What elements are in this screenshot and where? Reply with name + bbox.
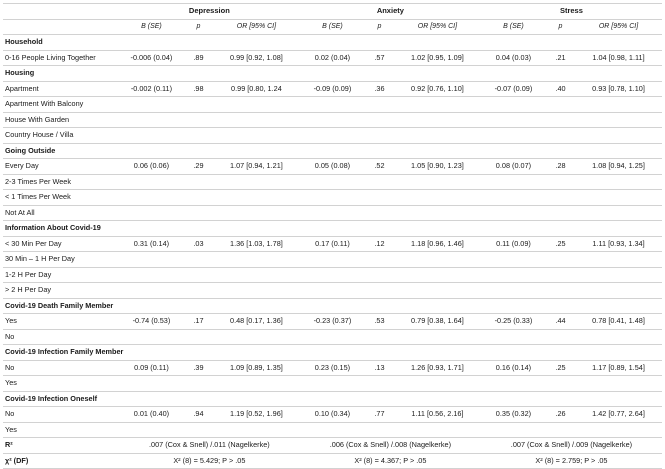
table-cell: 1.26 [0.93, 1.71]	[411, 362, 464, 372]
section-header-label: Going Outside	[5, 145, 56, 155]
table-cell: 1.02 [0.95, 1.09]	[411, 52, 464, 62]
summary-label: χ² (DF)	[5, 455, 29, 465]
table-cell	[575, 329, 662, 345]
table-cell	[213, 97, 300, 113]
table-cell	[394, 112, 481, 128]
table-cell: 0.09 (0.11)	[134, 362, 169, 372]
table-cell: .40	[555, 83, 566, 93]
row-label: Yes	[5, 424, 17, 434]
table-cell: .77	[374, 409, 385, 418]
table-cell	[300, 97, 365, 113]
group-header-depression: Depression	[188, 6, 230, 15]
group-header-anxiety: Anxiety	[376, 6, 404, 15]
subheader-b-se: B (SE)	[503, 22, 524, 30]
table-row	[3, 159, 662, 175]
table-cell: -0.23 (0.37)	[313, 316, 352, 325]
table-cell	[213, 283, 300, 299]
table-cell	[481, 128, 546, 144]
table-cell	[394, 190, 481, 206]
table-cell	[119, 283, 184, 299]
section-header-row	[3, 298, 662, 314]
section-header-row	[3, 345, 662, 361]
row-label: No	[5, 331, 15, 341]
table-cell: 0.78 [0.41, 1.48]	[592, 316, 645, 325]
table-row	[3, 174, 662, 190]
table-cell	[546, 112, 575, 128]
table-cell	[184, 329, 213, 345]
table-cell	[365, 422, 394, 438]
table-cell: .25	[555, 362, 566, 372]
table-cell: 0.23 (0.15)	[314, 362, 351, 372]
table-cell: 0.10 (0.34)	[314, 409, 351, 418]
section-header-row	[3, 391, 662, 407]
table-cell	[394, 97, 481, 113]
table-cell	[213, 205, 300, 221]
table-cell: .94	[193, 409, 204, 418]
summary-cell: X² (8) = 5.429; P > .05	[173, 455, 246, 465]
table-cell	[575, 267, 662, 283]
table-cell	[394, 267, 481, 283]
table-cell: .17	[193, 316, 204, 325]
table-cell	[300, 376, 365, 392]
table-cell	[546, 422, 575, 438]
table-cell: -0.002 (0.11)	[130, 83, 173, 93]
table-cell	[394, 174, 481, 190]
table-cell	[575, 252, 662, 268]
table-cell: -0.25 (0.33)	[494, 316, 533, 325]
table-row	[3, 112, 662, 128]
table-cell	[184, 205, 213, 221]
table-cell: .89	[193, 52, 204, 62]
table-cell	[546, 190, 575, 206]
table-cell	[481, 267, 546, 283]
table-cell	[481, 376, 546, 392]
row-label: 0-16 People Living Together	[5, 52, 96, 62]
table-cell: -0.006 (0.04)	[130, 52, 173, 62]
section-header-row	[3, 35, 662, 51]
table-row	[3, 81, 662, 97]
table-cell: -0.09 (0.09)	[313, 83, 352, 93]
table-row	[3, 314, 662, 330]
table-cell: 1.09 [0.89, 1.35]	[230, 362, 283, 372]
table-cell	[184, 190, 213, 206]
table-cell	[365, 112, 394, 128]
summary-cell: .007 (Cox & Snell) /.011 (Nagelkerke)	[148, 440, 270, 449]
section-header-label: Household	[5, 37, 43, 46]
subheader-row	[3, 19, 662, 35]
table-cell: 0.16 (0.14)	[495, 362, 532, 372]
group-header-stress: Stress	[559, 6, 583, 15]
table-cell: 0.93 [0.78, 1.10]	[592, 83, 645, 93]
section-header-label: Covid-19 Death Family Member	[5, 300, 114, 310]
table-cell	[184, 128, 213, 144]
table-cell	[300, 128, 365, 144]
section-header-label: Housing	[5, 68, 35, 77]
table-cell	[184, 174, 213, 190]
row-label: Yes	[5, 316, 17, 325]
table-cell	[300, 174, 365, 190]
subheader-p: p	[377, 22, 382, 30]
table-cell	[119, 329, 184, 345]
table-cell	[394, 376, 481, 392]
table-cell: .26	[555, 409, 566, 418]
table-cell	[546, 376, 575, 392]
table-cell: .52	[374, 161, 385, 170]
table-cell: 0.05 (0.08)	[314, 161, 351, 170]
table-cell	[481, 205, 546, 221]
table-cell	[300, 422, 365, 438]
table-cell	[394, 283, 481, 299]
table-cell: .13	[374, 362, 385, 372]
row-label: Every Day	[5, 161, 39, 170]
row-label: House With Garden	[5, 114, 70, 124]
table-cell: 0.04 (0.03)	[495, 52, 532, 62]
table-cell	[481, 422, 546, 438]
table-cell	[481, 283, 546, 299]
table-cell	[481, 252, 546, 268]
table-cell	[575, 376, 662, 392]
table-cell	[546, 97, 575, 113]
table-cell	[365, 376, 394, 392]
table-cell: 1.36 [1.03, 1.78]	[230, 238, 283, 248]
table-cell	[575, 283, 662, 299]
table-cell: .57	[374, 52, 385, 62]
table-row	[3, 267, 662, 283]
table-cell	[365, 267, 394, 283]
corner-cell	[3, 4, 119, 20]
table-cell	[394, 128, 481, 144]
table-cell: 1.19 [0.52, 1.96]	[230, 409, 283, 418]
table-cell	[575, 97, 662, 113]
table-cell	[213, 422, 300, 438]
table-cell	[546, 128, 575, 144]
table-cell	[365, 329, 394, 345]
table-cell: .36	[374, 83, 385, 93]
table-cell: 1.11 [0.56, 2.16]	[411, 409, 464, 418]
table-cell: 0.48 [0.17, 1.36]	[230, 316, 283, 325]
table-cell	[119, 205, 184, 221]
row-label: > 2 H Per Day	[5, 285, 52, 294]
table-cell	[213, 112, 300, 128]
table-cell: .29	[193, 161, 204, 170]
table-cell	[394, 205, 481, 221]
table-cell	[119, 252, 184, 268]
table-cell	[365, 97, 394, 113]
table-cell: .44	[555, 316, 566, 325]
subheader-p: p	[558, 22, 563, 30]
row-label: < 30 Min Per Day	[5, 238, 62, 248]
table-cell	[300, 205, 365, 221]
summary-cell: .007 (Cox & Snell) /.009 (Nagelkerke)	[510, 440, 633, 449]
row-label: Apartment With Balcony	[5, 99, 84, 108]
table-cell	[575, 128, 662, 144]
table-cell	[119, 376, 184, 392]
table-cell: 1.04 [0.98, 1.11]	[592, 52, 645, 62]
table-cell: 1.42 [0.77, 2.64]	[592, 409, 645, 418]
subheader-or-ci: OR [95% CI]	[417, 22, 458, 30]
table-cell: .12	[374, 238, 385, 248]
table-cell	[184, 267, 213, 283]
section-header-row	[3, 221, 662, 237]
table-cell: .39	[193, 362, 204, 372]
table-cell	[481, 174, 546, 190]
table-cell	[184, 112, 213, 128]
table-cell: -0.07 (0.09)	[494, 83, 533, 93]
table-cell	[546, 283, 575, 299]
subheader-p: p	[196, 22, 201, 30]
table-cell: 0.01 (0.40)	[133, 409, 170, 418]
table-row	[3, 422, 662, 438]
table-cell	[119, 190, 184, 206]
table-cell	[184, 422, 213, 438]
row-label: Yes	[5, 378, 17, 387]
table-cell	[213, 174, 300, 190]
table-cell	[481, 97, 546, 113]
table-cell	[365, 174, 394, 190]
row-label: < 1 Times Per Week	[5, 192, 71, 201]
section-header-label: Covid-19 Infection Family Member	[5, 347, 124, 356]
table-cell	[575, 205, 662, 221]
table-cell	[213, 329, 300, 345]
table-cell	[546, 174, 575, 190]
table-cell: -0.74 (0.53)	[132, 316, 171, 325]
table-row	[3, 128, 662, 144]
table-cell	[546, 205, 575, 221]
table-cell	[394, 252, 481, 268]
table-cell: 1.05 [0.90, 1.23]	[411, 161, 464, 170]
table-cell	[300, 329, 365, 345]
summary-cell: X² (8) = 2.759; P > .05	[535, 455, 608, 465]
subheader-b-se: B (SE)	[322, 22, 343, 30]
table-cell: 0.17 (0.11)	[315, 238, 350, 248]
summary-cell: .006 (Cox & Snell) /.008 (Nagelkerke)	[329, 440, 451, 449]
table-cell	[546, 329, 575, 345]
table-cell	[213, 376, 300, 392]
table-cell	[213, 252, 300, 268]
table-row	[3, 283, 662, 299]
table-row	[3, 376, 662, 392]
row-label: No	[5, 362, 15, 372]
table-cell	[119, 267, 184, 283]
table-row	[3, 190, 662, 206]
table-cell: 0.02 (0.04)	[314, 52, 351, 62]
table-cell	[119, 128, 184, 144]
table-cell	[365, 190, 394, 206]
summary-label: R²	[5, 440, 13, 449]
table-cell: .25	[555, 238, 566, 248]
table-cell	[575, 112, 662, 128]
table-row	[3, 329, 662, 345]
row-label: Not At All	[5, 207, 35, 217]
table-cell: 1.18 [0.96, 1.46]	[411, 238, 464, 248]
regression-results-table	[3, 3, 662, 469]
row-label: Country House / Villa	[5, 130, 74, 139]
table-cell: .21	[555, 52, 566, 62]
table-cell	[481, 112, 546, 128]
table-cell	[119, 422, 184, 438]
table-cell	[119, 97, 184, 113]
table-row	[3, 407, 662, 423]
table-cell	[119, 112, 184, 128]
corner-cell	[3, 19, 119, 35]
table-cell: .53	[374, 316, 385, 325]
section-header-row	[3, 143, 662, 159]
row-label: No	[5, 409, 15, 418]
table-cell: 0.31 (0.14)	[133, 238, 170, 248]
table-cell	[213, 267, 300, 283]
table-cell	[481, 190, 546, 206]
table-row	[3, 50, 662, 66]
table-cell	[575, 174, 662, 190]
table-body	[3, 35, 662, 469]
table-cell: 1.11 [0.93, 1.34]	[592, 238, 645, 248]
table-cell: 1.17 [0.89, 1.54]	[592, 362, 645, 372]
table-cell	[184, 97, 213, 113]
table-cell	[365, 205, 394, 221]
table-cell	[365, 252, 394, 268]
table-row	[3, 205, 662, 221]
summary-cell: X² (8) = 4.367; P > .05	[354, 455, 427, 465]
table-cell	[184, 283, 213, 299]
row-label: 2-3 Times Per Week	[5, 176, 71, 186]
subheader-b-se: B (SE)	[141, 22, 162, 30]
row-label: Apartment	[5, 83, 39, 93]
row-label: 1-2 H Per Day	[5, 269, 52, 279]
table-cell: 0.92 [0.76, 1.10]	[411, 83, 464, 93]
table-cell: 1.07 [0.94, 1.21]	[230, 161, 283, 170]
table-cell: 0.79 [0.38, 1.64]	[411, 316, 464, 325]
table-cell	[575, 190, 662, 206]
table-cell	[184, 252, 213, 268]
section-header-row	[3, 66, 662, 82]
group-header-row	[3, 4, 662, 20]
table-row	[3, 97, 662, 113]
table-cell	[481, 329, 546, 345]
table-cell: .28	[555, 161, 566, 170]
table-cell: 0.99 [0.92, 1.08]	[230, 52, 283, 62]
table-cell	[213, 128, 300, 144]
table-cell: 0.06 (0.06)	[133, 161, 170, 170]
section-header-label: Information About Covid-19	[5, 223, 101, 232]
table-cell	[546, 267, 575, 283]
table-cell: 0.99 [0.80, 1.24	[231, 83, 282, 93]
table-cell: 0.11 (0.09)	[496, 238, 531, 248]
table-cell	[300, 283, 365, 299]
table-cell	[365, 128, 394, 144]
table-row	[3, 252, 662, 268]
table-cell	[300, 190, 365, 206]
table-row	[3, 236, 662, 252]
table-cell	[546, 252, 575, 268]
subheader-or-ci: OR [95% CI]	[598, 22, 639, 30]
results-table-container	[3, 3, 662, 469]
table-cell	[300, 112, 365, 128]
table-cell	[365, 283, 394, 299]
table-cell: .98	[193, 83, 204, 93]
table-cell	[394, 329, 481, 345]
table-cell: .03	[193, 238, 204, 248]
table-cell	[213, 190, 300, 206]
table-cell	[394, 422, 481, 438]
table-cell: 0.35 (0.32)	[495, 409, 532, 418]
table-cell	[184, 376, 213, 392]
row-label: 30 Min – 1 H Per Day	[5, 254, 75, 263]
table-cell: 1.08 [0.94, 1.25]	[592, 161, 645, 170]
table-cell	[575, 422, 662, 438]
table-cell: 0.08 (0.07)	[495, 161, 532, 170]
section-header-label: Covid-19 Infection Oneself	[5, 393, 98, 403]
table-cell	[300, 252, 365, 268]
table-row	[3, 360, 662, 376]
subheader-or-ci: OR [95% CI]	[236, 22, 277, 30]
table-cell	[300, 267, 365, 283]
summary-row	[3, 438, 662, 454]
table-cell	[119, 174, 184, 190]
